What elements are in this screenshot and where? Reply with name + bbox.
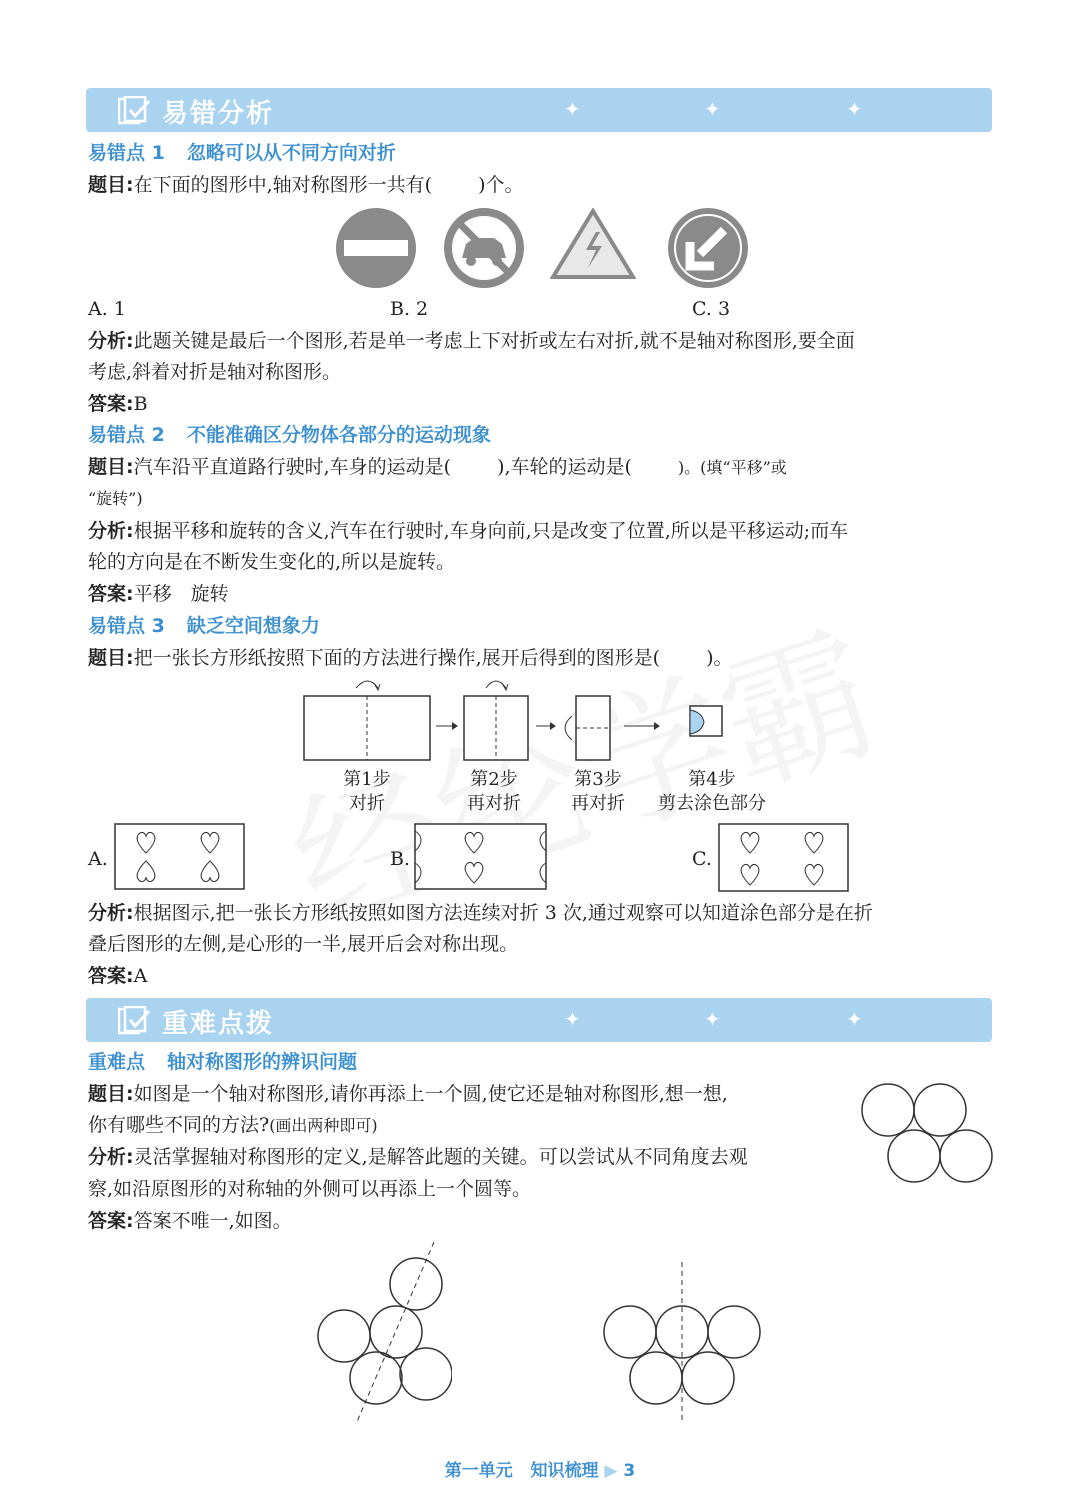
option-a-figure [114,823,246,891]
section-title: 易错分析 [162,99,275,129]
error-point-3-heading: 易错点 3 缺乏空间想象力 [88,615,320,637]
option-c: C. 3 [692,298,731,320]
step-3-caption: 第3步 再对折 [571,769,625,814]
answer-2: 答案:平移 旋转 [88,583,229,605]
error-point-1-heading: 易错点 1 忽略可以从不同方向对折 [88,142,396,164]
analysis-1: 分析:此题关键是最后一个图形,若是单一考虑上下对折或左右对折,就不是轴对称图形,要全面 [88,330,855,352]
option-b: B. [390,848,411,870]
section-banner-errors [86,88,992,132]
question-4: 题目:如图是一个轴对称图形,请你再添上一个圆,使它还是轴对称图形,想一想, [88,1083,728,1105]
answer-figure-1 [312,1238,452,1428]
analysis-2: 分析:根据平移和旋转的含义,汽车在行驶时,车身向前,只是改变了位置,所以是平移运动;而车 [88,520,849,542]
no-entry-sign-icon [334,206,418,290]
section-banner-key-points [86,998,992,1042]
option-b-figure [414,823,548,891]
option-a: A. 1 [88,298,126,320]
notebook-check-icon [118,1006,152,1036]
question-1: 题目:在下面的图形中,轴对称图形一共有( )个。 [88,174,524,196]
diagonal-arrow-sign-icon [666,206,750,290]
answer-1: 答案:B [88,393,148,415]
analysis-1-cont: 考虑,斜着对折是轴对称图形。 [88,361,342,383]
option-c-figure [718,823,850,893]
analysis-4: 分析:灵活掌握轴对称图形的定义,是解答此题的关键。可以尝试从不同角度去观 [88,1146,748,1168]
question-2: 题目:汽车沿平直道路行驶时,车身的运动是( ),车轮的运动是( )。(填“平移”或 [88,456,787,478]
step-4-caption: 第4步 剪去涂色部分 [658,769,766,814]
no-cars-sign-icon [442,206,526,290]
analysis-4-cont: 察,如沿原图形的对称轴的外侧可以再添上一个圆等。 [88,1178,532,1200]
section-title: 重难点拨 [162,1009,275,1039]
paper-folding-diagram [296,672,736,772]
analysis-3-cont: 叠后图形的左侧,是心形的一半,展开后会对称出现。 [88,933,519,955]
question-4-cont: 你有哪些不同的方法?(画出两种即可) [88,1114,378,1136]
play-arrow-icon: ▶ [604,1461,618,1481]
analysis-3: 分析:根据图示,把一张长方形纸按照如图方法连续对折 3 次,通过观察可以知道涂色部分是在折 [88,902,873,924]
answer-figure-2 [596,1258,768,1428]
sparkle-icon: ✦ [564,1007,581,1031]
option-a: A. [88,848,108,870]
notebook-check-icon [118,96,152,126]
option-b: B. 2 [390,298,429,320]
sparkle-icon: ✦ [704,1007,721,1031]
question-3: 题目:把一张长方形纸按照下面的方法进行操作,展开后得到的图形是( )。 [88,647,733,669]
four-circles-figure [856,1080,996,1188]
sparkle-icon: ✦ [846,1007,863,1031]
step-1-caption: 第1步 对折 [343,769,391,814]
key-point-heading: 重难点 轴对称图形的辨识问题 [88,1051,358,1073]
sparkle-icon: ✦ [704,97,721,121]
warning-triangle-sign-icon [550,208,636,280]
answer-3: 答案:A [88,965,148,987]
page-footer: 第一单元 知识梳理 ▶ 3 [444,1461,636,1481]
sparkle-icon: ✦ [564,97,581,121]
answer-4: 答案:答案不唯一,如图。 [88,1210,292,1232]
sparkle-icon: ✦ [846,97,863,121]
step-2-caption: 第2步 再对折 [467,769,521,814]
error-point-2-heading: 易错点 2 不能准确区分物体各部分的运动现象 [88,424,491,446]
analysis-2-cont: 轮的方向是在不断发生变化的,所以是旋转。 [88,551,456,573]
option-c: C. [692,848,712,870]
question-2-cont: “旋转”) [88,489,143,508]
page-number: 3 [623,1461,636,1481]
